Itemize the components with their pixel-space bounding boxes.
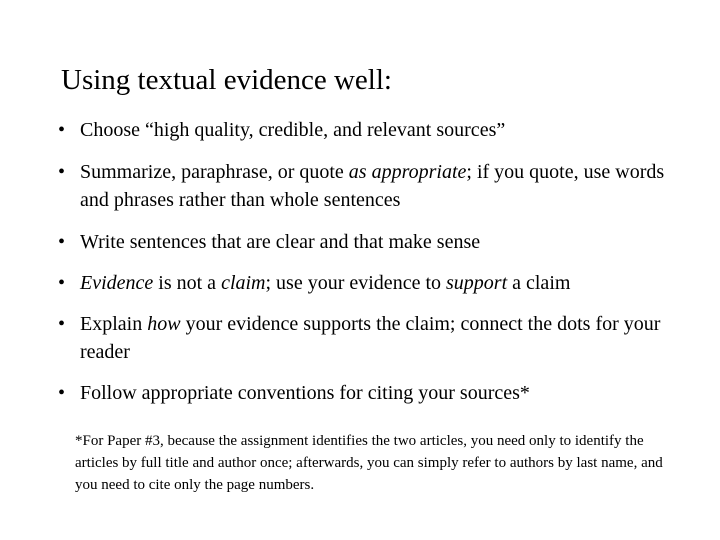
- bullet-marker: •: [58, 272, 66, 294]
- bullet-marker: •: [58, 161, 66, 183]
- bullet-item: [58, 379, 698, 407]
- bullet-text-emphasis: how: [147, 313, 181, 335]
- bullet-text-emphasis: as appropriate: [348, 161, 467, 183]
- slide-title: Using textual evidence well:: [61, 64, 392, 96]
- bullet-text: ; use your evidence to: [265, 272, 446, 294]
- bullet-text: is not a: [153, 272, 222, 294]
- bullet-marker: •: [58, 231, 66, 253]
- bullet-item: [58, 310, 698, 366]
- bullet-item: [58, 269, 698, 297]
- bullet-text: Follow appropriate conventions for citing your sources*: [80, 382, 530, 404]
- bullet-text-emphasis: Evidence: [80, 272, 154, 294]
- bullet-item: [58, 228, 698, 256]
- bullet-marker: •: [58, 382, 66, 404]
- bullet-text: Summarize, paraphrase, or quote: [80, 161, 349, 183]
- bullet-text: Explain: [80, 313, 148, 335]
- bullet-marker: •: [58, 313, 66, 335]
- bullet-text-emphasis: support: [446, 272, 508, 294]
- bullet-text: your evidence supports the claim; connect the dots for your reader: [80, 313, 661, 363]
- bullet-list: [58, 116, 698, 420]
- bullet-item: [58, 116, 698, 144]
- footnote: *For Paper #3, because the assignment identifies the two articles, you need only to identify the articles by full title and author once; afterwards, you can simply refer to authors by last name, and you need to cite only the page numbers.: [75, 433, 663, 493]
- bullet-text-emphasis: claim: [221, 272, 266, 294]
- bullet-text: ; if you quote, use words and phrases rather than whole sentences: [80, 161, 665, 211]
- bullet-item: [58, 158, 698, 214]
- bullet-text: Choose “high quality, credible, and relevant sources”: [80, 119, 506, 141]
- bullet-text: Write sentences that are clear and that make sense: [80, 231, 481, 253]
- bullet-marker: •: [58, 119, 66, 141]
- bullet-text: a claim: [507, 272, 571, 294]
